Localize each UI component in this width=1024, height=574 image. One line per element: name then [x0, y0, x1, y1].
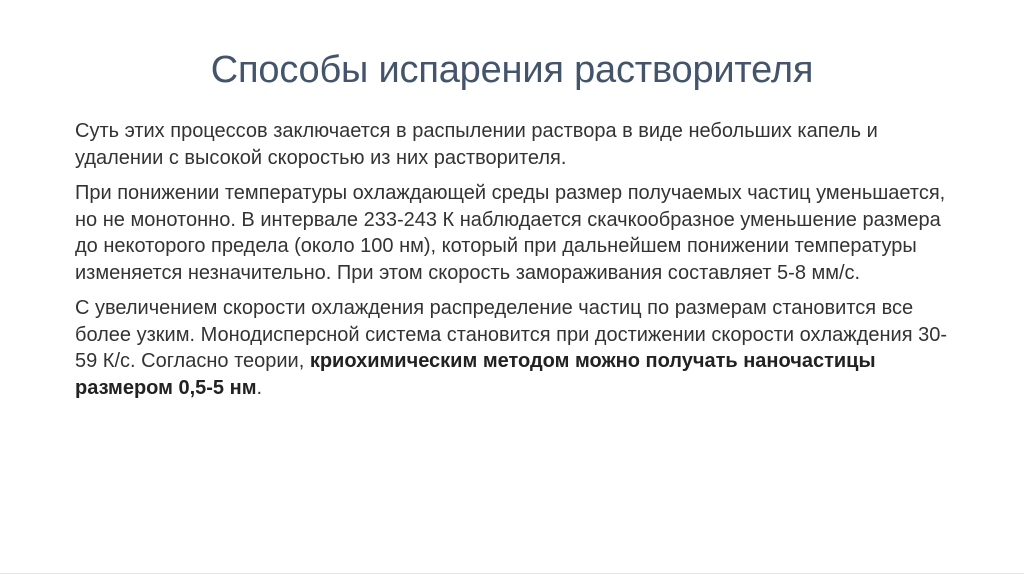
paragraph-3-text: С увеличением скорости охлаждения распределение частиц по размерам становится все более узким. Монодисперсной система становится при достижении скорости охлаждения 30-59 К/с. Согласно теории,	[75, 297, 947, 372]
paragraph-1: Суть этих процессов заключается в распылении раствора в виде небольших капель и удалении с высокой скоростью из них растворителя.	[75, 120, 878, 169]
slide-body	[75, 118, 965, 410]
paragraph-3	[75, 295, 965, 401]
paragraph-3-bold-text: криохимическим методом можно получать наночастицы размером 0,5-5 нм	[75, 350, 876, 399]
paragraph-3-end: .	[256, 376, 263, 399]
paragraph-2: При понижении температуры охлаждающей среды размер получаемых частиц уменьшается, но не монотонно. В интервале 233-243 К наблюдается скачкообразное уменьшение размера до некоторого предела (около 100 нм), который при дальнейшем понижении температуры изменяется незначительно. При этом скорость замораживания составляет 5-8 мм/с.	[75, 182, 946, 284]
slide-title: Способы испарения растворителя	[210, 49, 814, 91]
